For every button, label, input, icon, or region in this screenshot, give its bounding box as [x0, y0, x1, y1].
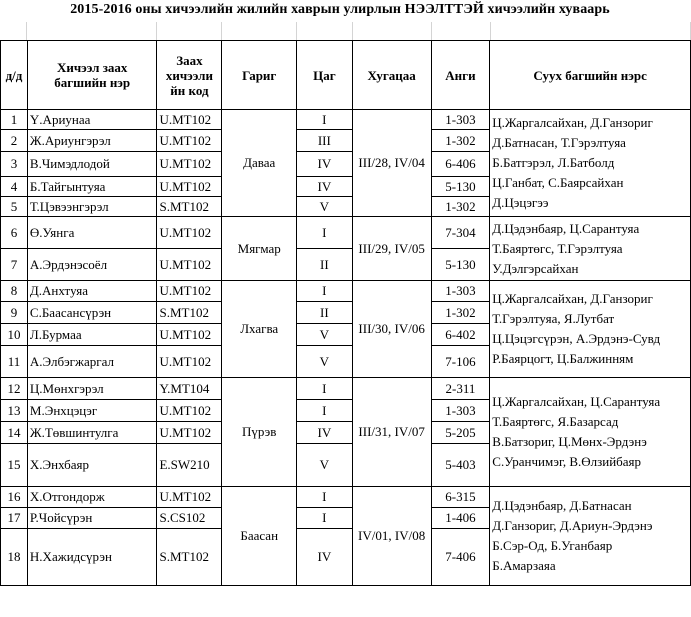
observers-cell — [490, 217, 691, 281]
time-slot: I — [297, 378, 353, 400]
teacher-name: Ж.Төвшинтулга — [27, 422, 157, 444]
day-cell: Даваа — [222, 110, 297, 217]
room-cell: 1-302 — [431, 197, 490, 217]
teacher-name: Н.Хажидсүрэн — [27, 529, 157, 586]
observer-line: Б.Сэр-Од, Б.Уганбаяр — [492, 538, 613, 553]
date-cell: IV/01, IV/08 — [352, 487, 431, 586]
time-slot: III — [297, 130, 353, 152]
row-number: 1 — [1, 110, 28, 130]
room-cell: 6-315 — [431, 487, 490, 508]
course-code: U.MT102 — [157, 422, 222, 444]
observer-line: Ц.Жаргалсайхан, Д.Ганзориг — [492, 291, 653, 306]
observers-cell — [490, 281, 691, 378]
row-number: 18 — [1, 529, 28, 586]
row-number: 8 — [1, 281, 28, 302]
time-slot: V — [297, 346, 353, 378]
header-day: Гариг — [222, 41, 297, 110]
observers-cell — [490, 487, 691, 586]
time-slot: V — [297, 197, 353, 217]
header-room: Анги — [431, 41, 490, 110]
observer-line: В.Батзориг, Ц.Мөнх-Эрдэнэ — [492, 434, 647, 449]
header-code-line: хичээли — [165, 67, 213, 83]
teacher-name: Т.Цэвээнгэрэл — [27, 197, 157, 217]
observer-line: Т.Гэрэлтуяа, Я.Лутбат — [492, 311, 615, 326]
observers-cell — [490, 110, 691, 217]
header-teacher — [27, 41, 157, 110]
observer-line: Б.Батгэрэл, Л.Батболд — [492, 155, 615, 170]
day-cell: Баасан — [222, 487, 297, 586]
course-code: E.SW210 — [157, 444, 222, 487]
date-cell: III/28, IV/04 — [352, 110, 431, 217]
date-cell: III/30, IV/06 — [352, 281, 431, 378]
teacher-name: С.Баасансүрэн — [27, 302, 157, 324]
course-code: U.MT102 — [157, 110, 222, 130]
observer-line: У.Дэлгэрсайхан — [492, 260, 579, 276]
row-number: 4 — [1, 177, 28, 197]
teacher-name: А.Эрдэнэсоёл — [27, 249, 157, 281]
room-cell: 5-130 — [431, 249, 490, 281]
time-slot: II — [297, 249, 353, 281]
room-cell: 6-406 — [431, 152, 490, 177]
room-cell: 7-106 — [431, 346, 490, 378]
time-slot: I — [297, 508, 353, 529]
header-observers: Суух багшийн нэрс — [490, 41, 691, 110]
room-cell: 2-311 — [431, 378, 490, 400]
day-cell: Пүрэв — [222, 378, 297, 487]
course-code: U.MT102 — [157, 152, 222, 177]
room-cell: 6-402 — [431, 324, 490, 346]
time-slot: IV — [297, 529, 353, 586]
course-code: U.MT102 — [157, 346, 222, 378]
room-cell: 7-304 — [431, 217, 490, 249]
observers-cell — [490, 378, 691, 487]
time-slot: V — [297, 324, 353, 346]
header-code — [157, 41, 222, 110]
course-code: S.MT102 — [157, 529, 222, 586]
observer-line: Ц.Цэцэгсүрэн, А.Эрдэнэ-Сувд — [492, 331, 661, 346]
teacher-name: В.Чимэдлодой — [27, 152, 157, 177]
row-number: 13 — [1, 400, 28, 422]
course-code: U.MT102 — [157, 217, 222, 249]
table-row — [1, 217, 691, 249]
teacher-name: Х.Энхбаяр — [27, 444, 157, 487]
teacher-name: А.Элбэгжаргал — [27, 346, 157, 378]
course-code: S.CS102 — [157, 508, 222, 529]
row-number: 7 — [1, 249, 28, 281]
blank-spreadsheet-row — [0, 22, 691, 40]
room-cell: 5-403 — [431, 444, 490, 487]
row-number: 11 — [1, 346, 28, 378]
row-number: 17 — [1, 508, 28, 529]
observer-line: Ц.Жаргалсайхан, Ц.Сарантуяа — [492, 394, 661, 409]
row-number: 6 — [1, 217, 28, 249]
course-code: U.MT102 — [157, 281, 222, 302]
room-cell: 1-302 — [431, 130, 490, 152]
row-number: 14 — [1, 422, 28, 444]
course-code: U.MT102 — [157, 177, 222, 197]
time-slot: I — [297, 281, 353, 302]
room-cell: 5-205 — [431, 422, 490, 444]
header-code-line: Заах — [176, 52, 203, 68]
observer-line: Д.Цэдэнбаяр, Ц.Сарантуяа — [492, 220, 640, 236]
observer-line: Д.Батнасан, Т.Гэрэлтуяа — [492, 135, 626, 150]
schedule-body — [1, 110, 691, 586]
row-number: 5 — [1, 197, 28, 217]
row-number: 2 — [1, 130, 28, 152]
header-no: д/д — [1, 41, 28, 110]
teacher-name: Ү.Ариунаа — [27, 110, 157, 130]
room-cell: 5-130 — [431, 177, 490, 197]
teacher-name: Д.Анхтуяа — [27, 281, 157, 302]
header-code-line: йн код — [170, 82, 209, 98]
schedule-table — [0, 40, 691, 586]
date-cell: III/31, IV/07 — [352, 378, 431, 487]
row-number: 15 — [1, 444, 28, 487]
room-cell: 1-302 — [431, 302, 490, 324]
room-cell: 1-303 — [431, 110, 490, 130]
course-code: U.MT102 — [157, 400, 222, 422]
blank-cell — [0, 22, 491, 40]
course-code: S.MT102 — [157, 197, 222, 217]
time-slot: V — [297, 444, 353, 487]
room-cell: 1-303 — [431, 281, 490, 302]
course-code: S.MT102 — [157, 302, 222, 324]
time-slot: IV — [297, 177, 353, 197]
header-row — [1, 41, 691, 110]
course-code: U.MT102 — [157, 130, 222, 152]
row-number: 9 — [1, 302, 28, 324]
time-slot: IV — [297, 422, 353, 444]
observer-line: С.Уранчимэг, В.Өлзийбаяр — [492, 454, 642, 469]
table-row — [1, 281, 691, 302]
course-code: U.MT102 — [157, 487, 222, 508]
time-slot: IV — [297, 152, 353, 177]
observer-line: Ц.Ганбат, С.Баярсайхан — [492, 175, 624, 190]
teacher-name: Ж.Ариунгэрэл — [27, 130, 157, 152]
observer-line: Ц.Жаргалсайхан, Д.Ганзориг — [492, 115, 653, 130]
time-slot: I — [297, 400, 353, 422]
page-title: 2015-2016 оны хичээлийн жилийн хаврын улирлын НЭЭЛТТЭЙ хичээлийн хуваарь — [70, 2, 610, 17]
teacher-name: М.Энхцэцэг — [27, 400, 157, 422]
teacher-name: Р.Чойсүрэн — [27, 508, 157, 529]
teacher-name: Ө.Уянга — [27, 217, 157, 249]
table-row — [1, 378, 691, 400]
row-number: 16 — [1, 487, 28, 508]
observer-line: Д.Цэдэнбаяр, Д.Батнасан — [492, 498, 632, 513]
teacher-name: Х.Отгондорж — [27, 487, 157, 508]
room-cell: 1-406 — [431, 508, 490, 529]
teacher-name: Б.Тайгынтуяа — [27, 177, 157, 197]
teacher-name: Ц.Мөнхгэрэл — [27, 378, 157, 400]
time-slot: I — [297, 110, 353, 130]
observer-line: Б.Амарзаяа — [492, 558, 556, 573]
row-number: 12 — [1, 378, 28, 400]
observer-line: Д.Ганзориг, Д.Ариун-Эрдэнэ — [492, 518, 653, 533]
date-cell: III/29, IV/05 — [352, 217, 431, 281]
day-cell: Мягмар — [222, 217, 297, 281]
table-row — [1, 487, 691, 508]
observer-line: Р.Баярцогт, Ц.Балжинням — [492, 351, 634, 366]
course-code: U.MT102 — [157, 249, 222, 281]
observer-line: Т.Баяртөгс, Я.Базарсад — [492, 414, 619, 429]
observer-line: Д.Цэцэгээ — [492, 195, 549, 210]
header-time: Цаг — [297, 41, 353, 110]
teacher-name: Л.Бурмаа — [27, 324, 157, 346]
course-code: U.MT102 — [157, 324, 222, 346]
header-teacher-line: багшийн нэр — [54, 75, 131, 90]
time-slot: II — [297, 302, 353, 324]
room-cell: 1-303 — [431, 400, 490, 422]
day-cell: Лхагва — [222, 281, 297, 378]
time-slot: I — [297, 487, 353, 508]
header-teacher-line: Хичээл заах — [56, 60, 128, 75]
header-date: Хугацаа — [352, 41, 431, 110]
row-number: 3 — [1, 152, 28, 177]
row-number: 10 — [1, 324, 28, 346]
room-cell: 7-406 — [431, 529, 490, 586]
observer-line: Т.Баяртөгс, Т.Гэрэлтуяа — [492, 240, 623, 256]
table-row — [1, 110, 691, 130]
time-slot: I — [297, 217, 353, 249]
course-code: Y.MT104 — [157, 378, 222, 400]
